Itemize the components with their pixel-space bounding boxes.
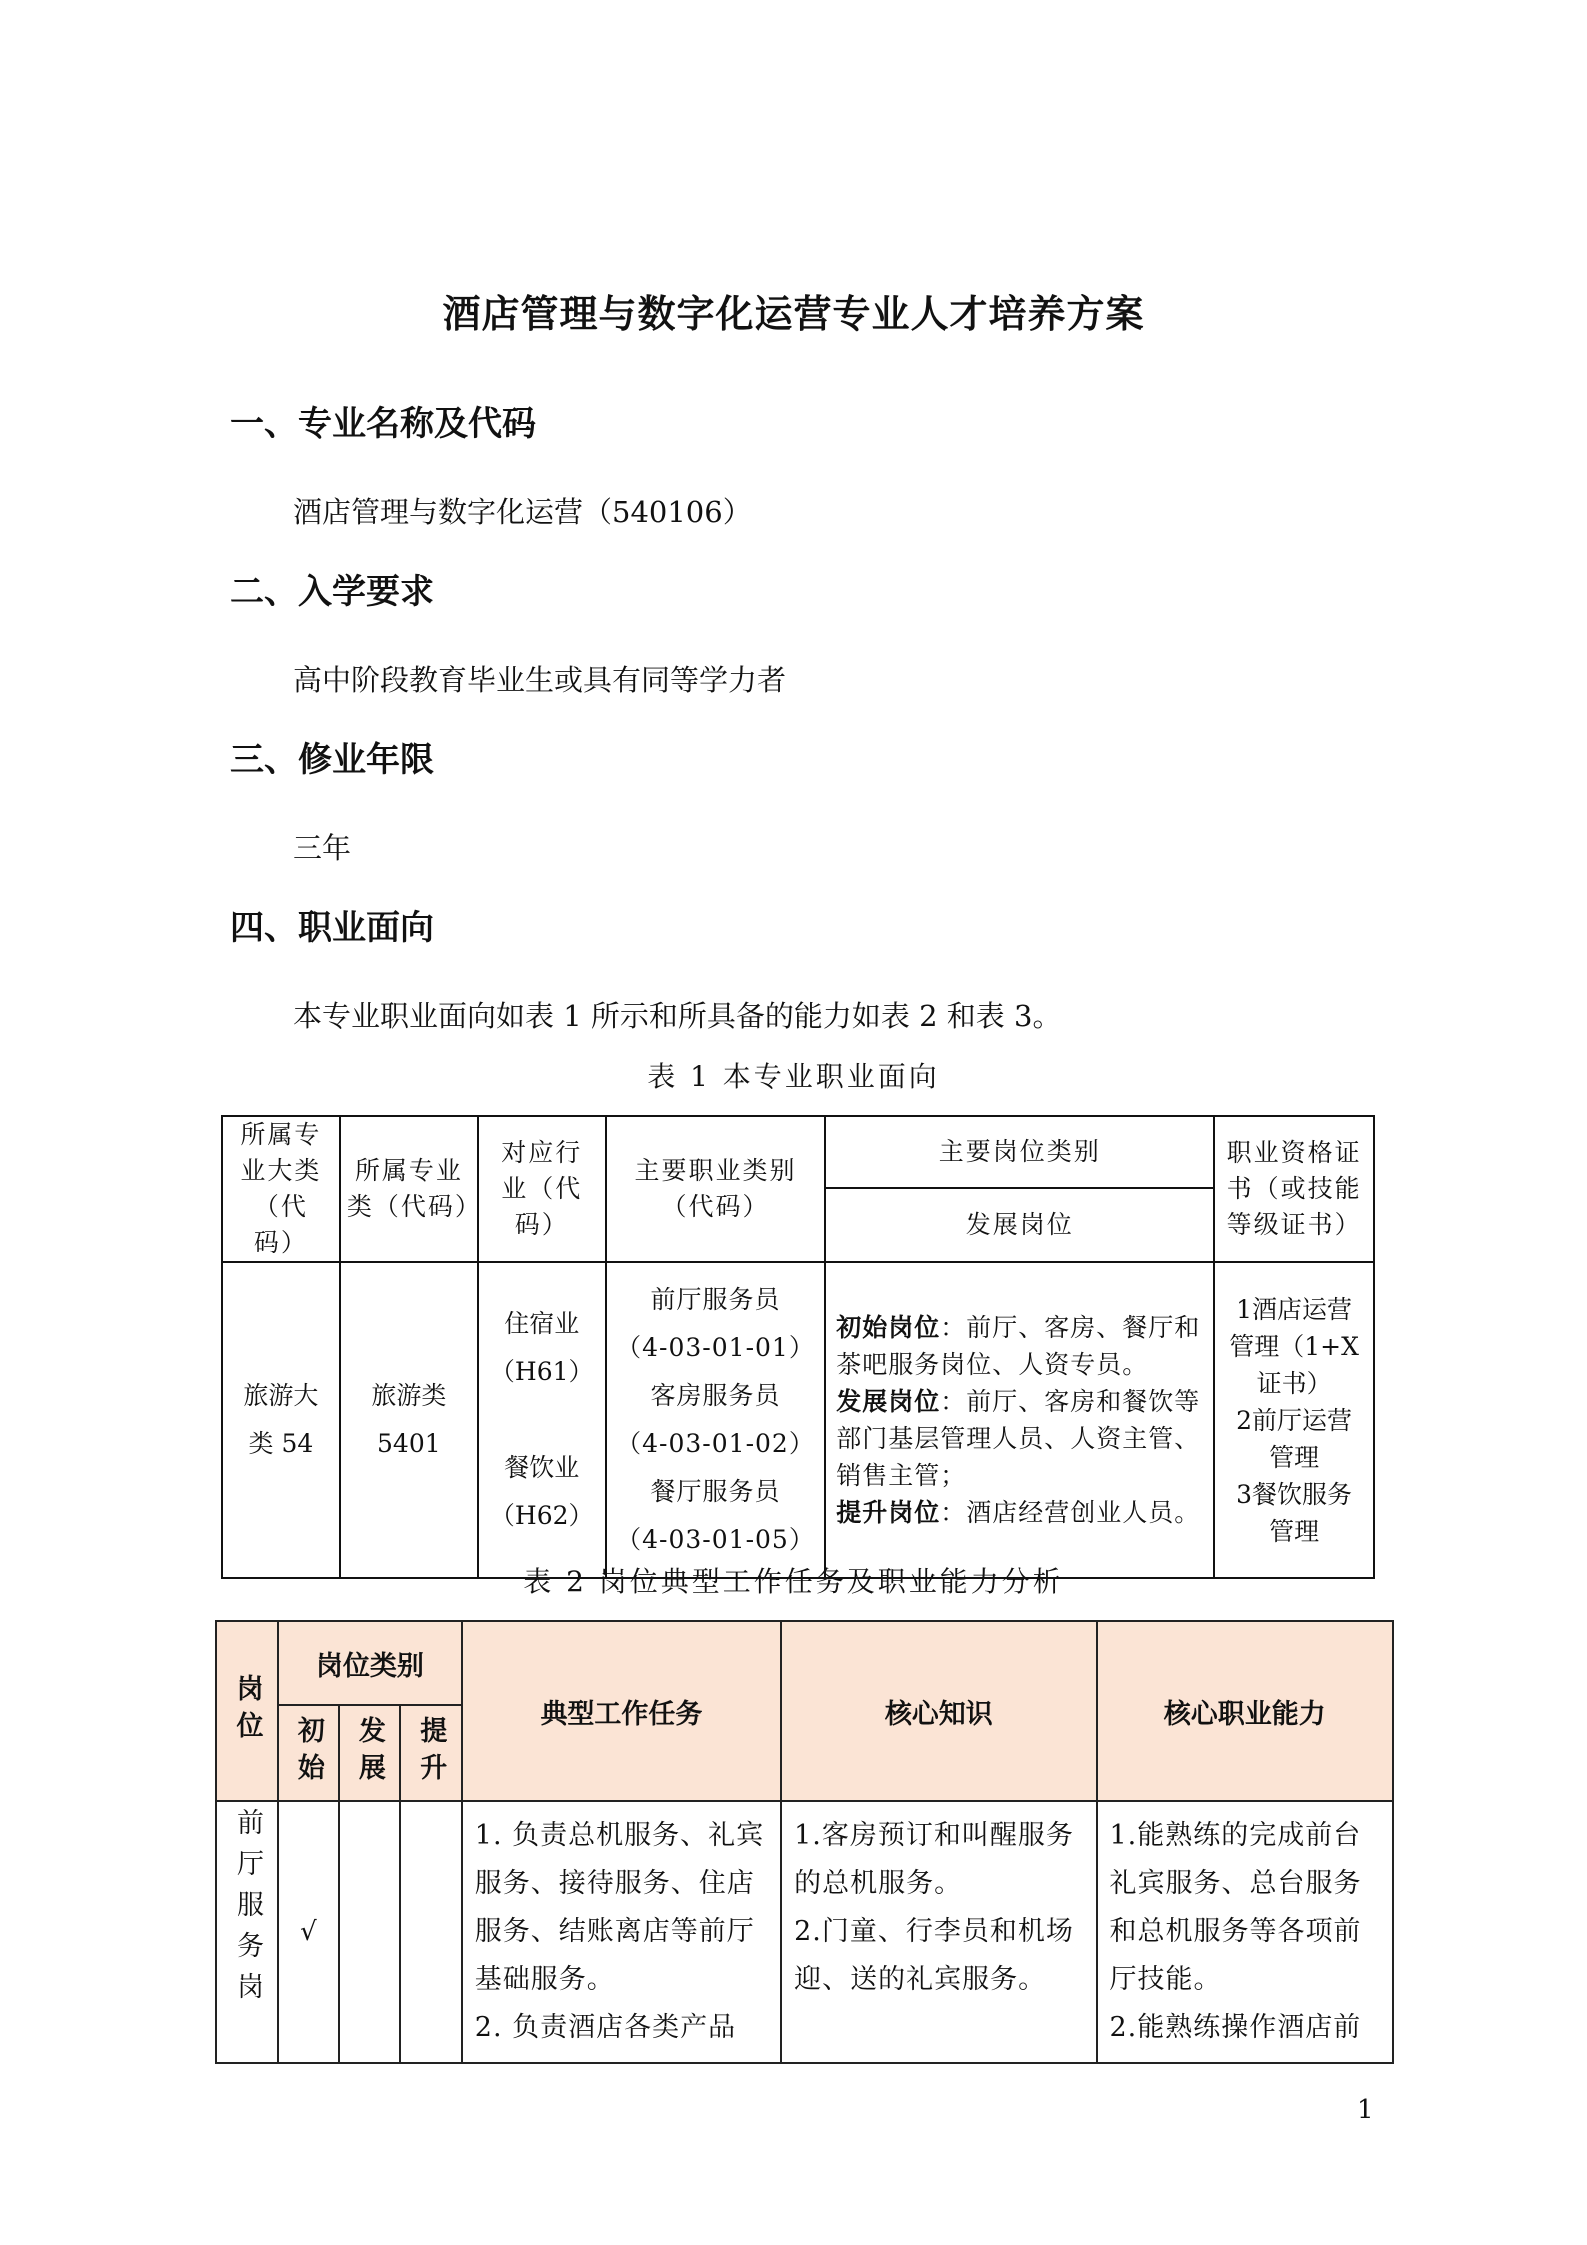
t1-cert-line: 管理: [1269, 1442, 1320, 1472]
t2-cell-tasks: 1. 负责总机服务、礼宾服务、接待服务、住店服务、结账离店等前厅基础服务。 2. 负责酒店各类产品: [462, 1801, 781, 2063]
t1-industry-1-code: （H61）: [489, 1357, 594, 1386]
t1-label-initial-post: 初始岗位: [836, 1313, 941, 1342]
t2-header-tasks: 典型工作任务: [462, 1621, 781, 1801]
t1-header-occupation: 主要职业类别（代码）: [606, 1116, 826, 1262]
t2-cell-promote: [400, 1801, 462, 2063]
section-text-1: 酒店管理与数字化运营（540106）: [293, 495, 752, 529]
section-heading-1: 一、专业名称及代码: [230, 404, 536, 444]
t2-header-post: 岗位: [216, 1621, 278, 1801]
document-title: 酒店管理与数字化运营专业人才培养方案: [442, 292, 1145, 336]
t1-cert-line: 管理（1+X: [1229, 1331, 1359, 1361]
t1-header-certificate: 职业资格证书（或技能等级证书）: [1214, 1116, 1374, 1262]
section-heading-3: 三、修业年限: [230, 740, 434, 780]
t2-cell-knowledge: 1.客房预订和叫醒服务的总机服务。 2.门童、行李员和机场迎、送的礼宾服务。: [781, 1801, 1096, 2063]
t1-header-industry: 对应行业（代码）: [478, 1116, 606, 1262]
career-orientation-table: [221, 1115, 1375, 1579]
t2-header-promote: 提升: [400, 1705, 462, 1801]
section-heading-2: 二、入学要求: [230, 572, 434, 612]
t1-cell-industry: [478, 1262, 606, 1578]
table1-caption: 表 1 本专业职业面向: [647, 1060, 940, 1093]
t1-occupation-line: 前厅服务员: [650, 1285, 781, 1314]
t1-cert-line: 1酒店运营: [1236, 1294, 1353, 1324]
t1-initial-post-text: ：前厅、客房、餐厅和茶吧服务岗位、人资专员。: [836, 1313, 1201, 1379]
t1-occupation-line: 客房服务员: [650, 1381, 781, 1410]
t2-header-category: 岗位类别: [278, 1621, 462, 1705]
table2-caption: 表 2 岗位典型工作任务及职业能力分析: [523, 1565, 1064, 1598]
t1-cert-line: 2前厅运营: [1236, 1405, 1353, 1435]
t2-cell-develop: [339, 1801, 400, 2063]
section-heading-4: 四、职业面向: [230, 908, 434, 948]
t1-header-major-class: 所属专业类（代码）: [340, 1116, 478, 1262]
t1-occupation-line: （4-03-01-05）: [616, 1525, 815, 1554]
t2-header-initial: 初始: [278, 1705, 339, 1801]
t1-cell-posts: [825, 1262, 1214, 1578]
job-task-analysis-table: [215, 1620, 1394, 2064]
t1-label-promo-post: 提升岗位: [836, 1498, 941, 1527]
t2-header-knowledge: 核心知识: [781, 1621, 1096, 1801]
t1-promo-post-text: ：酒店经营创业人员。: [940, 1498, 1201, 1527]
page-number: 1: [1357, 2095, 1374, 2125]
t2-cell-ability: 1.能熟练的完成前台礼宾服务、总台服务和总机服务等各项前厅技能。 2.能熟练操作酒店前: [1097, 1801, 1394, 2063]
t1-header-dev-posts: 发展岗位: [825, 1188, 1214, 1262]
t2-header-ability: 核心职业能力: [1097, 1621, 1394, 1801]
section-text-3: 三年: [293, 831, 352, 865]
t1-occupation-line: 餐厅服务员: [650, 1477, 781, 1506]
t1-occupation-line: （4-03-01-02）: [616, 1429, 815, 1458]
t1-industry-1: 住宿业: [504, 1309, 580, 1338]
t1-cell-major-category: 旅游大类 54: [222, 1262, 340, 1578]
t1-industry-2-code: （H62）: [489, 1501, 594, 1530]
t1-cell-occupation: [606, 1262, 826, 1578]
t1-cert-line: 管理: [1269, 1516, 1320, 1546]
t2-cell-post: 前厅服务岗: [216, 1801, 278, 2063]
t1-industry-2: 餐饮业: [504, 1453, 580, 1482]
t1-label-dev-post: 发展岗位: [836, 1387, 941, 1416]
t1-header-major-category: 所属专业大类（代码）: [222, 1116, 340, 1262]
t1-cell-major-class: 旅游类 5401: [340, 1262, 478, 1578]
t1-cert-line: 3餐饮服务: [1236, 1479, 1353, 1509]
t1-cert-line: 证书）: [1256, 1368, 1332, 1398]
t2-cell-initial-check: √: [278, 1801, 339, 2063]
t1-occupation-line: （4-03-01-01）: [616, 1333, 815, 1362]
t1-cell-certificate: [1214, 1262, 1374, 1578]
t2-header-develop: 发展: [339, 1705, 400, 1801]
t1-header-main-posts: 主要岗位类别: [825, 1116, 1214, 1188]
section-text-2: 高中阶段教育毕业生或具有同等学力者: [293, 663, 787, 697]
t1-dev-post-text: ：前厅、客房和餐饮等部门基层管理人员、人资主管、销售主管；: [836, 1387, 1201, 1490]
section-text-4: 本专业职业面向如表 1 所示和所具备的能力如表 2 和表 3。: [293, 999, 1062, 1033]
